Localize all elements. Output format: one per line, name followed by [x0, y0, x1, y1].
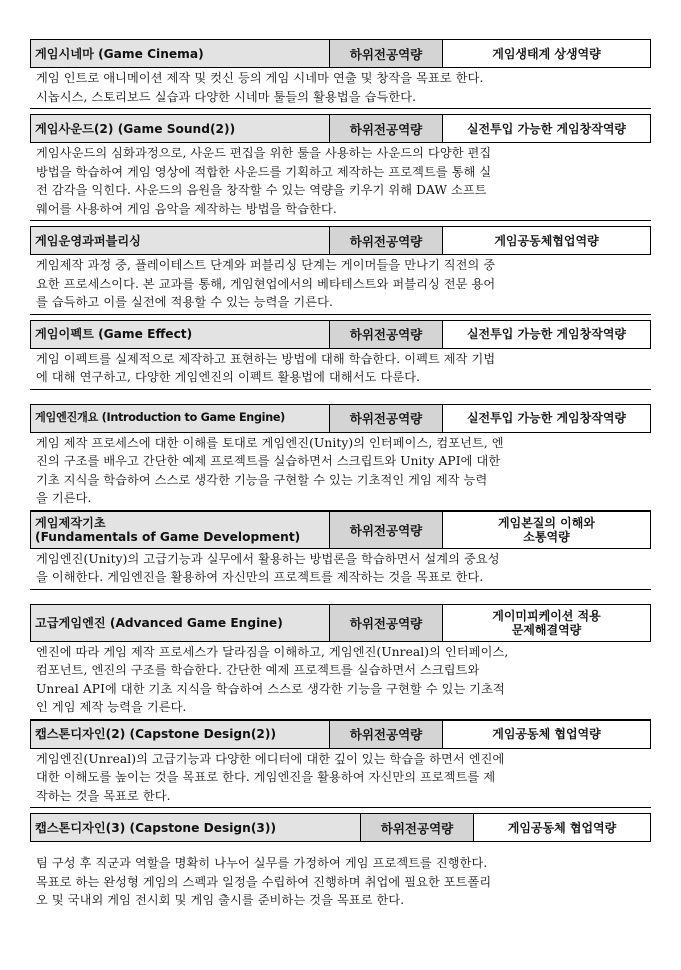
course-header — [30, 511, 651, 549]
course-game-sound-2 — [30, 114, 651, 221]
course-title: 게임사운드(2) (Game Sound(2)) — [31, 115, 330, 142]
competency-label: 하위전공역량 — [330, 721, 443, 748]
competency-tag: 게이미피케이션 적용 문제해결역량 — [492, 608, 601, 637]
course-advanced-game-engine — [30, 604, 651, 720]
course-description: 게임엔진(Unreal)의 고급기능과 다양한 에디터에 대한 깊이 있는 학습을 하면서 엔진에 대한 이해도를 높이는 것을 목표로 한다. 게임엔진을 활용하여 자신만의 프로젝트를 제 작하는 것을 목표로 한다. — [30, 749, 651, 809]
competency-tag: 실전투입 가능한 게임창작역량 — [466, 327, 627, 341]
course-title: 캡스톤디자인(2) (Capstone Design(2)) — [31, 721, 330, 748]
course-title: 게임이펙트 (Game Effect) — [31, 321, 330, 348]
competency-label: 하위전공역량 — [330, 321, 443, 348]
competency-tag: 게임공동체 협업역량 — [492, 727, 601, 741]
course-fundamentals-game-dev — [30, 511, 651, 590]
competency-tag: 실전투입 가능한 게임창작역량 — [466, 121, 627, 136]
course-description: 게임 제작 프로세스에 대한 이해를 토대로 게임엔진(Unity)의 인터페이스, 컴포넌트, 엔 진의 구조를 배우고 간단한 예제 프로젝트를 실습하면서 스크립트와 Unity API에 대한 기초 지식을 학습하여 스스로 생각한 기능을 구현할 수 있는 기초적인 게임 제작 능력 을 기른다. — [30, 433, 651, 511]
competency-label: 하위전공역량 — [361, 814, 474, 841]
course-description: 팀 구성 후 직군과 역할을 명확히 나누어 실무를 가정하여 게임 프로젝트를 진행한다. 목표로 하는 완성형 게임의 스펙과 일정을 수립하여 진행하며 취업에 필요한 포트폴리 오 및 국내외 게임 전시회 및 게임 출시를 준비하는 것을 목표로 한다. — [36, 856, 492, 907]
course-intro-game-engine — [30, 404, 651, 511]
competency-label: 하위전공역량 — [330, 227, 443, 254]
course-title: 고급게임엔진 (Advanced Game Engine) — [31, 605, 330, 641]
competency-tag: 게임본질의 이해와 소통역량 — [498, 515, 595, 544]
competency-tag: 게임공동체협업역량 — [494, 233, 599, 248]
course-header — [30, 604, 651, 642]
competency-label: 하위전공역량 — [330, 512, 443, 548]
course-title: 게임엔진개요 (Introduction to Game Engine) — [31, 405, 330, 432]
course-description: 게임엔진(Unity)의 고급기능과 실무에서 활용하는 방법론을 학습하면서 설계의 중요성 을 이해한다. 게임엔진을 활용하여 자신만의 프로젝트를 제작하는 것을 목표로 한다. — [30, 549, 651, 590]
course-title: 캡스톤디자인(3) (Capstone Design(3)) — [31, 814, 361, 841]
course-title: 게임운영과퍼블리싱 — [31, 227, 330, 254]
course-description: 게임제작 과정 중, 플레이테스트 단계와 퍼블리싱 단계는 게이머들을 만나기 직전의 중 요한 프로세스이다. 본 교과를 통해, 게임현업에서의 베타테스트와 퍼블리싱 전문 용어 를 습득하고 이를 실전에 적용할 수 있는 능력을 기른다. — [30, 255, 651, 315]
course-title: 게임제작기초 (Fundamentals of Game Development) — [31, 512, 330, 548]
course-header — [30, 720, 651, 749]
course-header — [30, 813, 651, 842]
course-header — [30, 114, 651, 143]
course-title: 게임시네마 (Game Cinema) — [31, 40, 330, 67]
competency-tag: 게임공동체 협업역량 — [507, 820, 617, 835]
competency-label: 하위전공역량 — [330, 405, 443, 432]
course-capstone-3 — [30, 813, 651, 912]
course-description: 엔진에 따라 게임 제작 프로세스가 달라짐을 이해하고, 게임엔진(Unreal)의 인터페이스, 컴포넌트, 엔진의 구조를 학습한다. 간단한 예제 프로젝트를 실습하면서 스크립트와 Unreal API에 대한 기초 지식을 학습하여 스스로 생각한 기능을 구현할 수 있는 기초적 인 게임 제작 능력을 기른다. — [30, 642, 651, 720]
course-game-effect — [30, 320, 651, 390]
course-document — [30, 39, 651, 912]
competency-tag: 실전투입 가능한 게임창작역량 — [466, 411, 627, 425]
course-description: 게임 인트로 애니메이션 제작 및 컷신 등의 게임 시네마 연출 및 창작을 목표로 한다. 시놉시스, 스토리보드 실습과 다양한 시네마 툴들의 활용법을 습득한다. — [30, 68, 651, 109]
course-description: 게임사운드의 심화과정으로, 사운드 편집을 위한 툴을 사용하는 사운드의 다양한 편집 방법을 학습하여 게임 영상에 적합한 사운드를 기획하고 제작하는 프로젝트를 통해 실 전 감각을 익힌다. 사운드의 음원을 창작할 수 있는 역량을 키우기 위해 DAW 소프트 웨어를 사용하여 게임 음악을 제작하는 방법을 학습한다. — [30, 143, 651, 221]
course-header — [30, 39, 651, 68]
course-capstone-2 — [30, 720, 651, 809]
competency-label: 하위전공역량 — [330, 40, 443, 67]
course-header — [30, 404, 651, 433]
course-game-cinema — [30, 39, 651, 109]
competency-label: 하위전공역량 — [330, 605, 443, 641]
competency-label: 하위전공역량 — [330, 115, 443, 142]
course-description: 게임 이펙트를 실제적으로 제작하고 표현하는 방법에 대해 학습한다. 이펙트 제작 기법 에 대해 연구하고, 다양한 게임엔진의 이펙트 활용법에 대해서도 다룬다. — [30, 349, 651, 390]
competency-tag: 게임생태계 상생역량 — [492, 46, 601, 61]
course-header — [30, 320, 651, 349]
course-header — [30, 226, 651, 255]
course-game-operation-publishing — [30, 226, 651, 315]
